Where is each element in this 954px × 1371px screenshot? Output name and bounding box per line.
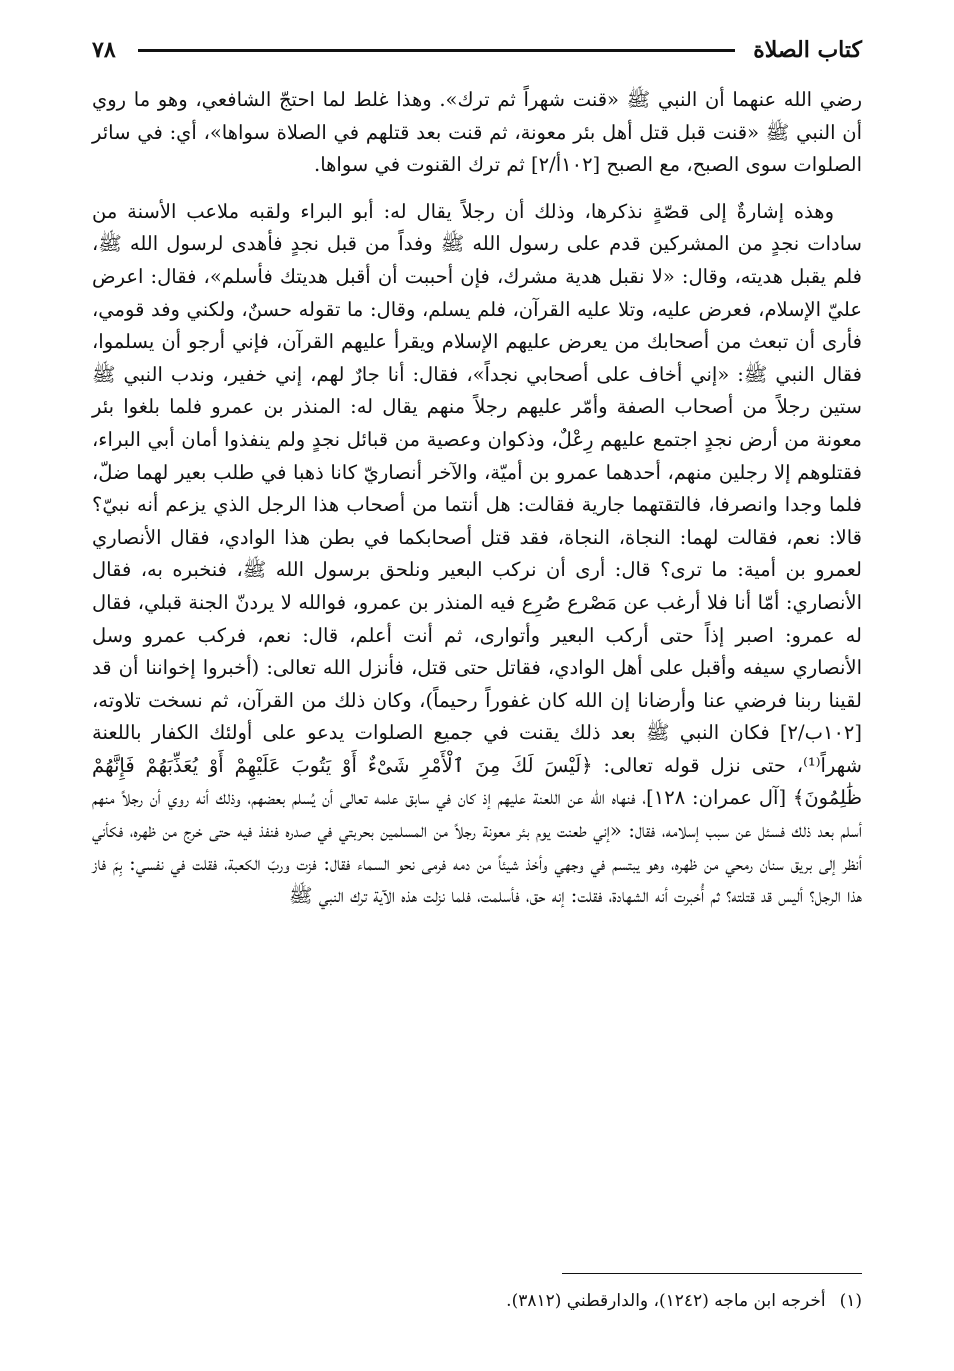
book-title: كتاب الصلاة bbox=[753, 37, 862, 63]
footnote-separator bbox=[562, 1273, 862, 1274]
footnote-text: أخرجه ابن ماجه (١٢٤٢)، والدارقطني (٣٨١٢). bbox=[506, 1291, 826, 1311]
footnote bbox=[506, 1288, 862, 1314]
body-text bbox=[92, 84, 862, 913]
document-page bbox=[92, 30, 862, 1350]
paragraph: وهذه إشارةٌ إلى قصّةٍ نذكرها، وذلك أن رجلاً يقال له: أبو البراء ولقبه ملاعب الأسنة من سادات نجدٍ من المشركين قدم على رسول الله ﷺ وفداً من قبل نجدٍ فأهدى لرسول الله ﷺ، فلم يقبل هديته، وقال: «لا نقبل هدية مشرك، فإن أحببت أن أقبل هديتك فأسلم»، فقال: اعرض عليّ الإسلام، فعرض عليه، وتلا عليه القرآن، فلم يسلم، وقال: ما تقوله حسنٌ، ولكني وفد قومي، فأرى أن تبعث من أصحابك من يعرض عليهم الإسلام ويقرأ عليهم القرآن، فإني أرجو أن يسلموا، فقال النبي ﷺ: «إني أخاف على أصحابي نجداً»، فقال: أنا جارٌ لهم، إني خفير، وندب النبي ﷺ ستين رجلاً من أصحاب الصفة وأمّر عليهم رجلاً منهم يقال له: المنذر بن عمرو فلما بلغوا بئر معونة من أرض نجدٍ اجتمع عليهم رِعْلٌ، وذكوان وعصية من قبائل نجدٍ ولم ينفذوا أمان أبي البراء، فقتلوهم إلا رجلين منهم، أحدهما عمرو بن أميّة، والآخر أنصاريّ كانا ذهبا في طلب بعير لهما ضلّ، فلما وجدا وانصرفا، فالتقتهما جارية فقالت: هل أنتما من أصحاب هذا الرجل الذي يزعم أنه نبيّ؟ قالا: نعم، فقالت لهما: النجاة، النجاة، فقد قتل أصحابكما في بطن هذا الوادي، فقال الأنصاري لعمرو بن أمية: ما ترى؟ قال: أرى أن نركب البعير ونلحق برسول الله ﷺ، فنخبره به، فقال الأنصاري: أمّا أنا فلا أرغب عن مَصْرع صُرِع فيه المنذر بن عمرو، فوالله لا يردنّ الجنة قبلي، فقال له عمرو: اصبر إذاً حتى أركب البعير وأتوارى، ثم أنت أعلم، قال: نعم، فركب عمرو وسل الأنصاري سيفه وأقبل على أهل الوادي، فقاتل حتى قتل، فأنزل الله تعالى: (أخبروا إخواننا أن قد لقينا ربنا فرضي عنا وأرضانا إن الله كان غفوراً رحيماً)، وكان ذلك من القرآن، ثم نسخت تلاوته، [١٠٢ب/٢] فكان النبي ﷺ بعد ذلك يقنت في جميع الصلوات يدعو على أولئك الكفار باللعنة شهراً⁽¹⁾، حتى نزل قوله تعالى: ﴿لَيْسَ لَكَ مِنَ ٱلْأَمْرِ شَىْءٌ أَوْ يَتُوبَ عَلَيْهِمْ أَوْ يُعَذِّبَهُمْ فَإِنَّهُمْ ظَٰلِمُونَ﴾ [آل عمران: ١٢٨]، فنهاه الله عن اللعنة عليهم إذ كان في سابق علمه تعالى أن يُسلم بعضهم، وذلك أنه روي أن رجلاً منهم أسلم بعد ذلك فسئل عن سبب إسلامه، فقال: «إني طعنت يوم بئر معونة رجلاً من المسلمين بحربتي في صدره فنفذ فيه حتى خرج من ظهره، فكأني أنظر إلى بريق سنان رمحي من ظهره، وهو يبتسم في وجهي وأخذ شيئاً من دمه فرمى نحو السماء فقال: فزت وربّ الكعبة، فقلت في نفسي: بِمَ فاز هذا الرجل؟ أليس قد قتلته؟ ثم أُخبرت أنه الشهادة، فقلت: إنه حق، فأسلمت، فلما نزلت هذه الآية ترك النبي ﷺ bbox=[92, 199, 862, 908]
page-header bbox=[92, 30, 862, 70]
header-rule bbox=[138, 49, 736, 52]
page-number: ٧٨ bbox=[92, 37, 116, 63]
paragraph: رضي الله عنهما أن النبي ﷺ «قنت شهراً ثم ترك». وهذا غلط لما احتجّ الشافعي، وهو ما روي أن النبي ﷺ «قنت قبل قتل أهل بئر معونة، ثم قنت بعد قتلهم في الصلاة سواها»، أي: في سائر الصلوات سوى الصبح، مع الصبح [١٠٢أ/٢] ثم ترك القنوت في سواها. bbox=[92, 88, 862, 177]
footnote-number: (١) bbox=[839, 1291, 862, 1311]
